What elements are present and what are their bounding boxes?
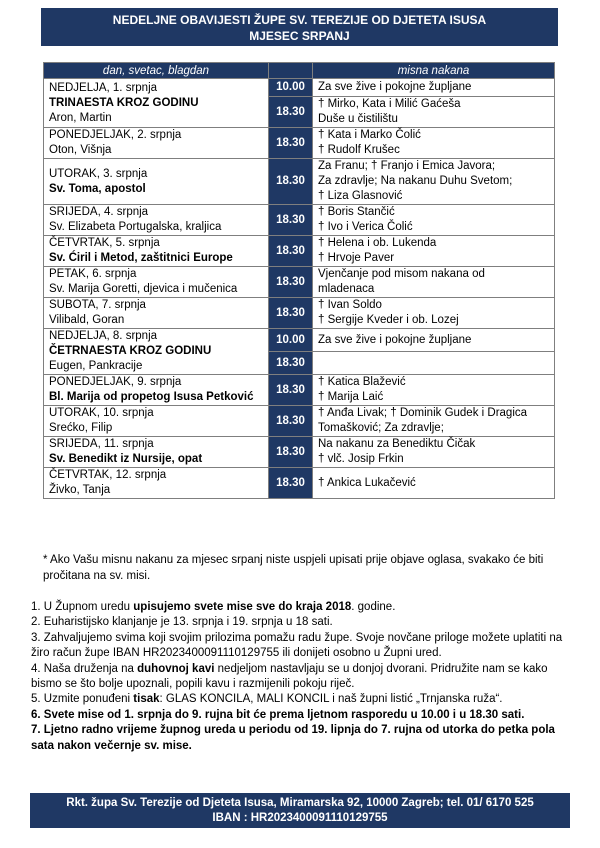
- intention-line: † vlč. Josip Frkin: [318, 453, 404, 465]
- bulletin-header: [41, 8, 558, 46]
- intention-line: Tomašković; Za zdravlje;: [318, 422, 444, 434]
- day-feast: ČETRNAESTA KROZ GODINU: [49, 345, 212, 357]
- mass-time: 18.30: [269, 298, 313, 329]
- day-saints: Živko, Tanja: [49, 484, 111, 496]
- table-row: [44, 437, 555, 468]
- day-saints: Oton, Višnja: [49, 144, 112, 156]
- footer-address: Rkt. župa Sv. Terezije od Djeteta Isusa, Miramarska 92, 10000 Zagreb; tel. 01/ 6170 525: [66, 797, 534, 809]
- day-saints: Sv. Elizabeta Portugalska, kraljica: [49, 221, 222, 233]
- intention-line: † Ankica Lukačević: [318, 476, 416, 489]
- mass-time: 18.30: [269, 468, 313, 499]
- day-date: NEDJELJA, 1. srpnja: [49, 81, 158, 94]
- mass-time: 10.00: [269, 79, 313, 97]
- col-header-day: dan, svetac, blagdan: [44, 63, 269, 79]
- intention-line: † Rudolf Krušec: [318, 144, 400, 156]
- intention-line: † Ivo i Verica Čolić: [318, 221, 413, 233]
- day-date: PONEDJELJAK, 9. srpnja: [49, 376, 182, 388]
- mass-intention: [313, 406, 555, 437]
- note-7-bold: 7. Ljetno radno vrijeme župnog ureda u periodu od 19. lipnja do 7. rujna od utorka do petka pola sata nakon večernje sv. mise.: [31, 724, 555, 752]
- day-cell: [44, 298, 269, 329]
- day-cell: [44, 205, 269, 236]
- day-date: SRIJEDA, 4. srpnja: [49, 206, 149, 218]
- mass-intention: [313, 267, 555, 298]
- day-saints: Vilibald, Goran: [49, 314, 125, 326]
- day-date: ČETVRTAK, 5. srpnja: [49, 237, 160, 249]
- note-6: [31, 708, 563, 723]
- intention-line: Za zdravlje; Na nakanu Duhu Svetom;: [318, 175, 513, 187]
- note-4-text: 4. Naša druženja na: [31, 662, 138, 675]
- day-feast: Sv. Benedikt iz Nursije, opat: [49, 453, 203, 465]
- day-cell: [44, 267, 269, 298]
- table-row: [44, 406, 555, 437]
- footnote: * Ako Vašu misnu nakanu za mjesec srpanj niste uspjeli upisati prije objave oglasa, svakako će biti pročitana na sv. misi.: [43, 554, 544, 582]
- day-saints: Eugen, Pankracije: [49, 360, 143, 372]
- day-cell: [44, 437, 269, 468]
- mass-time: 18.30: [269, 159, 313, 205]
- intention-line: Duše u čistilištu: [318, 113, 398, 125]
- day-feast: Sv. Toma, apostol: [49, 182, 146, 195]
- note-4-tail: nedjeljom nastavljaju se u donjoj dvorani. Pridružite nam se kako bismo se što bolje upoznali, popili kavu i razmijenili pokoju riječ.: [31, 662, 548, 691]
- intention-line: Na nakanu za Benediktu Čičak: [318, 438, 476, 450]
- day-cell: [44, 468, 269, 499]
- mass-intention: [313, 128, 555, 159]
- mass-time: 18.30: [269, 236, 313, 267]
- note-1: [31, 600, 563, 615]
- table-row: [44, 205, 555, 236]
- table-row: [44, 375, 555, 406]
- table-row: [44, 329, 555, 352]
- day-date: UTORAK, 3. srpnja: [49, 167, 148, 180]
- day-date: SRIJEDA, 11. srpnja: [49, 438, 154, 450]
- mass-intention: [313, 329, 555, 352]
- note-1-bold: upisujemo svete mise sve do kraja 2018: [133, 601, 352, 613]
- day-cell: [44, 236, 269, 267]
- intention-line: † Katica Blažević: [318, 376, 406, 388]
- mass-time: 18.30: [269, 352, 313, 375]
- table-row: [44, 79, 555, 97]
- intention-line: Za sve žive i pokojne župljane: [318, 333, 472, 346]
- note-5-tail: : GLAS KONCILA, MALI KONCIL i naš župni listić „Trnjanska ruža“.: [159, 693, 503, 706]
- mass-intention: [313, 97, 555, 128]
- mass-time: 18.30: [269, 437, 313, 468]
- mass-intention: [313, 236, 555, 267]
- day-cell: [44, 79, 269, 128]
- intention-line: † Boris Stančić: [318, 206, 395, 218]
- intention-line: † Liza Glasnović: [318, 190, 403, 202]
- mass-intention: [313, 437, 555, 468]
- day-date: PONEDJELJAK, 2. srpnja: [49, 129, 182, 141]
- mass-intention: [313, 298, 555, 329]
- mass-intention: [313, 79, 555, 97]
- intention-line: mladenaca: [318, 283, 375, 295]
- day-saints: Sv. Marija Goretti, djevica i mučenica: [49, 283, 238, 295]
- intention-line: † Helena i ob. Lukenda: [318, 237, 437, 249]
- day-feast: Sv. Ćiril i Metod, zaštitnici Europe: [49, 252, 233, 264]
- day-date: PETAK, 6. srpnja: [49, 268, 137, 280]
- day-cell: [44, 406, 269, 437]
- day-cell: [44, 159, 269, 205]
- intention-line: † Mirko, Kata i Milić Gaćeša: [318, 98, 461, 110]
- note-3: 3. Zahvaljujemo svima koji svojim prilozima pomažu radu župe. Svoje novčane priloge možete uplatiti na žiro račun župe IBAN HR2023400091110129755 ili donijeti osobno u Župni ured.: [31, 631, 563, 660]
- mass-time: 18.30: [269, 97, 313, 128]
- note-7: [31, 723, 563, 754]
- day-date: SUBOTA, 7. srpnja: [49, 299, 146, 311]
- intention-line: † Kata i Marko Čolić: [318, 129, 421, 141]
- footer-iban: IBAN : HR2023400091110129755: [212, 812, 388, 824]
- mass-intention: [313, 375, 555, 406]
- bulletin-footer: [30, 793, 570, 828]
- intention-line: Za Franu; † Franjo i Emica Javora;: [318, 160, 496, 172]
- col-header-time: [269, 63, 313, 79]
- table-row: [44, 159, 555, 205]
- note-5-text: 5. Uzmite ponuđeni: [31, 693, 134, 706]
- day-date: UTORAK, 10. srpnja: [49, 407, 154, 419]
- mass-time: 10.00: [269, 329, 313, 352]
- note-1-tail: . godine.: [351, 601, 396, 613]
- intention-line: Za sve žive i pokojne župljane: [318, 81, 472, 93]
- day-cell: [44, 128, 269, 159]
- col-header-intention: misna nakana: [313, 63, 555, 79]
- table-header-row: [44, 63, 555, 79]
- mass-schedule-table: [43, 62, 555, 499]
- header-title: NEDELJNE OBAVIJESTI ŽUPE SV. TEREZIJE OD DJETETA ISUSA: [112, 13, 487, 27]
- mass-intention: [313, 468, 555, 499]
- mass-time: 18.30: [269, 128, 313, 159]
- day-date: ČETVRTAK, 12. srpnja: [49, 469, 167, 481]
- note-4-bold: duhovnoj kavi: [137, 662, 215, 675]
- table-row: [44, 236, 555, 267]
- day-feast: Bl. Marija od propetog Isusa Petković: [49, 391, 254, 403]
- intention-line: † Sergije Kveder i ob. Lozej: [318, 314, 459, 326]
- note-1-text: 1. U Župnom uredu: [31, 601, 134, 613]
- table-row: [44, 267, 555, 298]
- table-row: [44, 128, 555, 159]
- mass-intention: [313, 352, 555, 375]
- note-5: [31, 692, 563, 707]
- note-4: [31, 662, 563, 693]
- day-feast: TRINAESTA KROZ GODINU: [49, 96, 199, 109]
- schedule-body: [44, 79, 555, 499]
- announcements: [31, 600, 563, 754]
- mass-time: 18.30: [269, 375, 313, 406]
- note-6-bold: 6. Svete mise od 1. srpnja do 9. rujna bit će prema ljetnom rasporedu u 10.00 i u 18.30 sati.: [31, 708, 525, 721]
- intention-line: † Marija Laić: [318, 391, 384, 403]
- intention-line: † Ivan Soldo: [318, 299, 382, 311]
- day-date: NEDJELJA, 8. srpnja: [49, 330, 158, 342]
- day-saints: Aron, Martin: [49, 111, 112, 124]
- mass-intention: [313, 159, 555, 205]
- table-row: [44, 298, 555, 329]
- mass-time: 18.30: [269, 267, 313, 298]
- intention-line: † Hrvoje Paver: [318, 252, 395, 264]
- header-month: MJESEC SRPANJ: [249, 29, 350, 43]
- mass-time: 18.30: [269, 205, 313, 236]
- note-2: 2. Euharistijsko klanjanje je 13. srpnja i 19. srpnja u 18 sati.: [31, 616, 333, 629]
- mass-intention: [313, 205, 555, 236]
- day-saints: Srećko, Filip: [49, 422, 113, 434]
- intention-line: Vjenčanje pod misom nakana od: [318, 268, 485, 280]
- intention-line: † Anđa Livak; † Dominik Gudek i Dragica: [318, 407, 528, 419]
- day-cell: [44, 329, 269, 375]
- table-row: [44, 468, 555, 499]
- day-cell: [44, 375, 269, 406]
- note-5-bold: tisak: [133, 693, 160, 706]
- mass-time: 18.30: [269, 406, 313, 437]
